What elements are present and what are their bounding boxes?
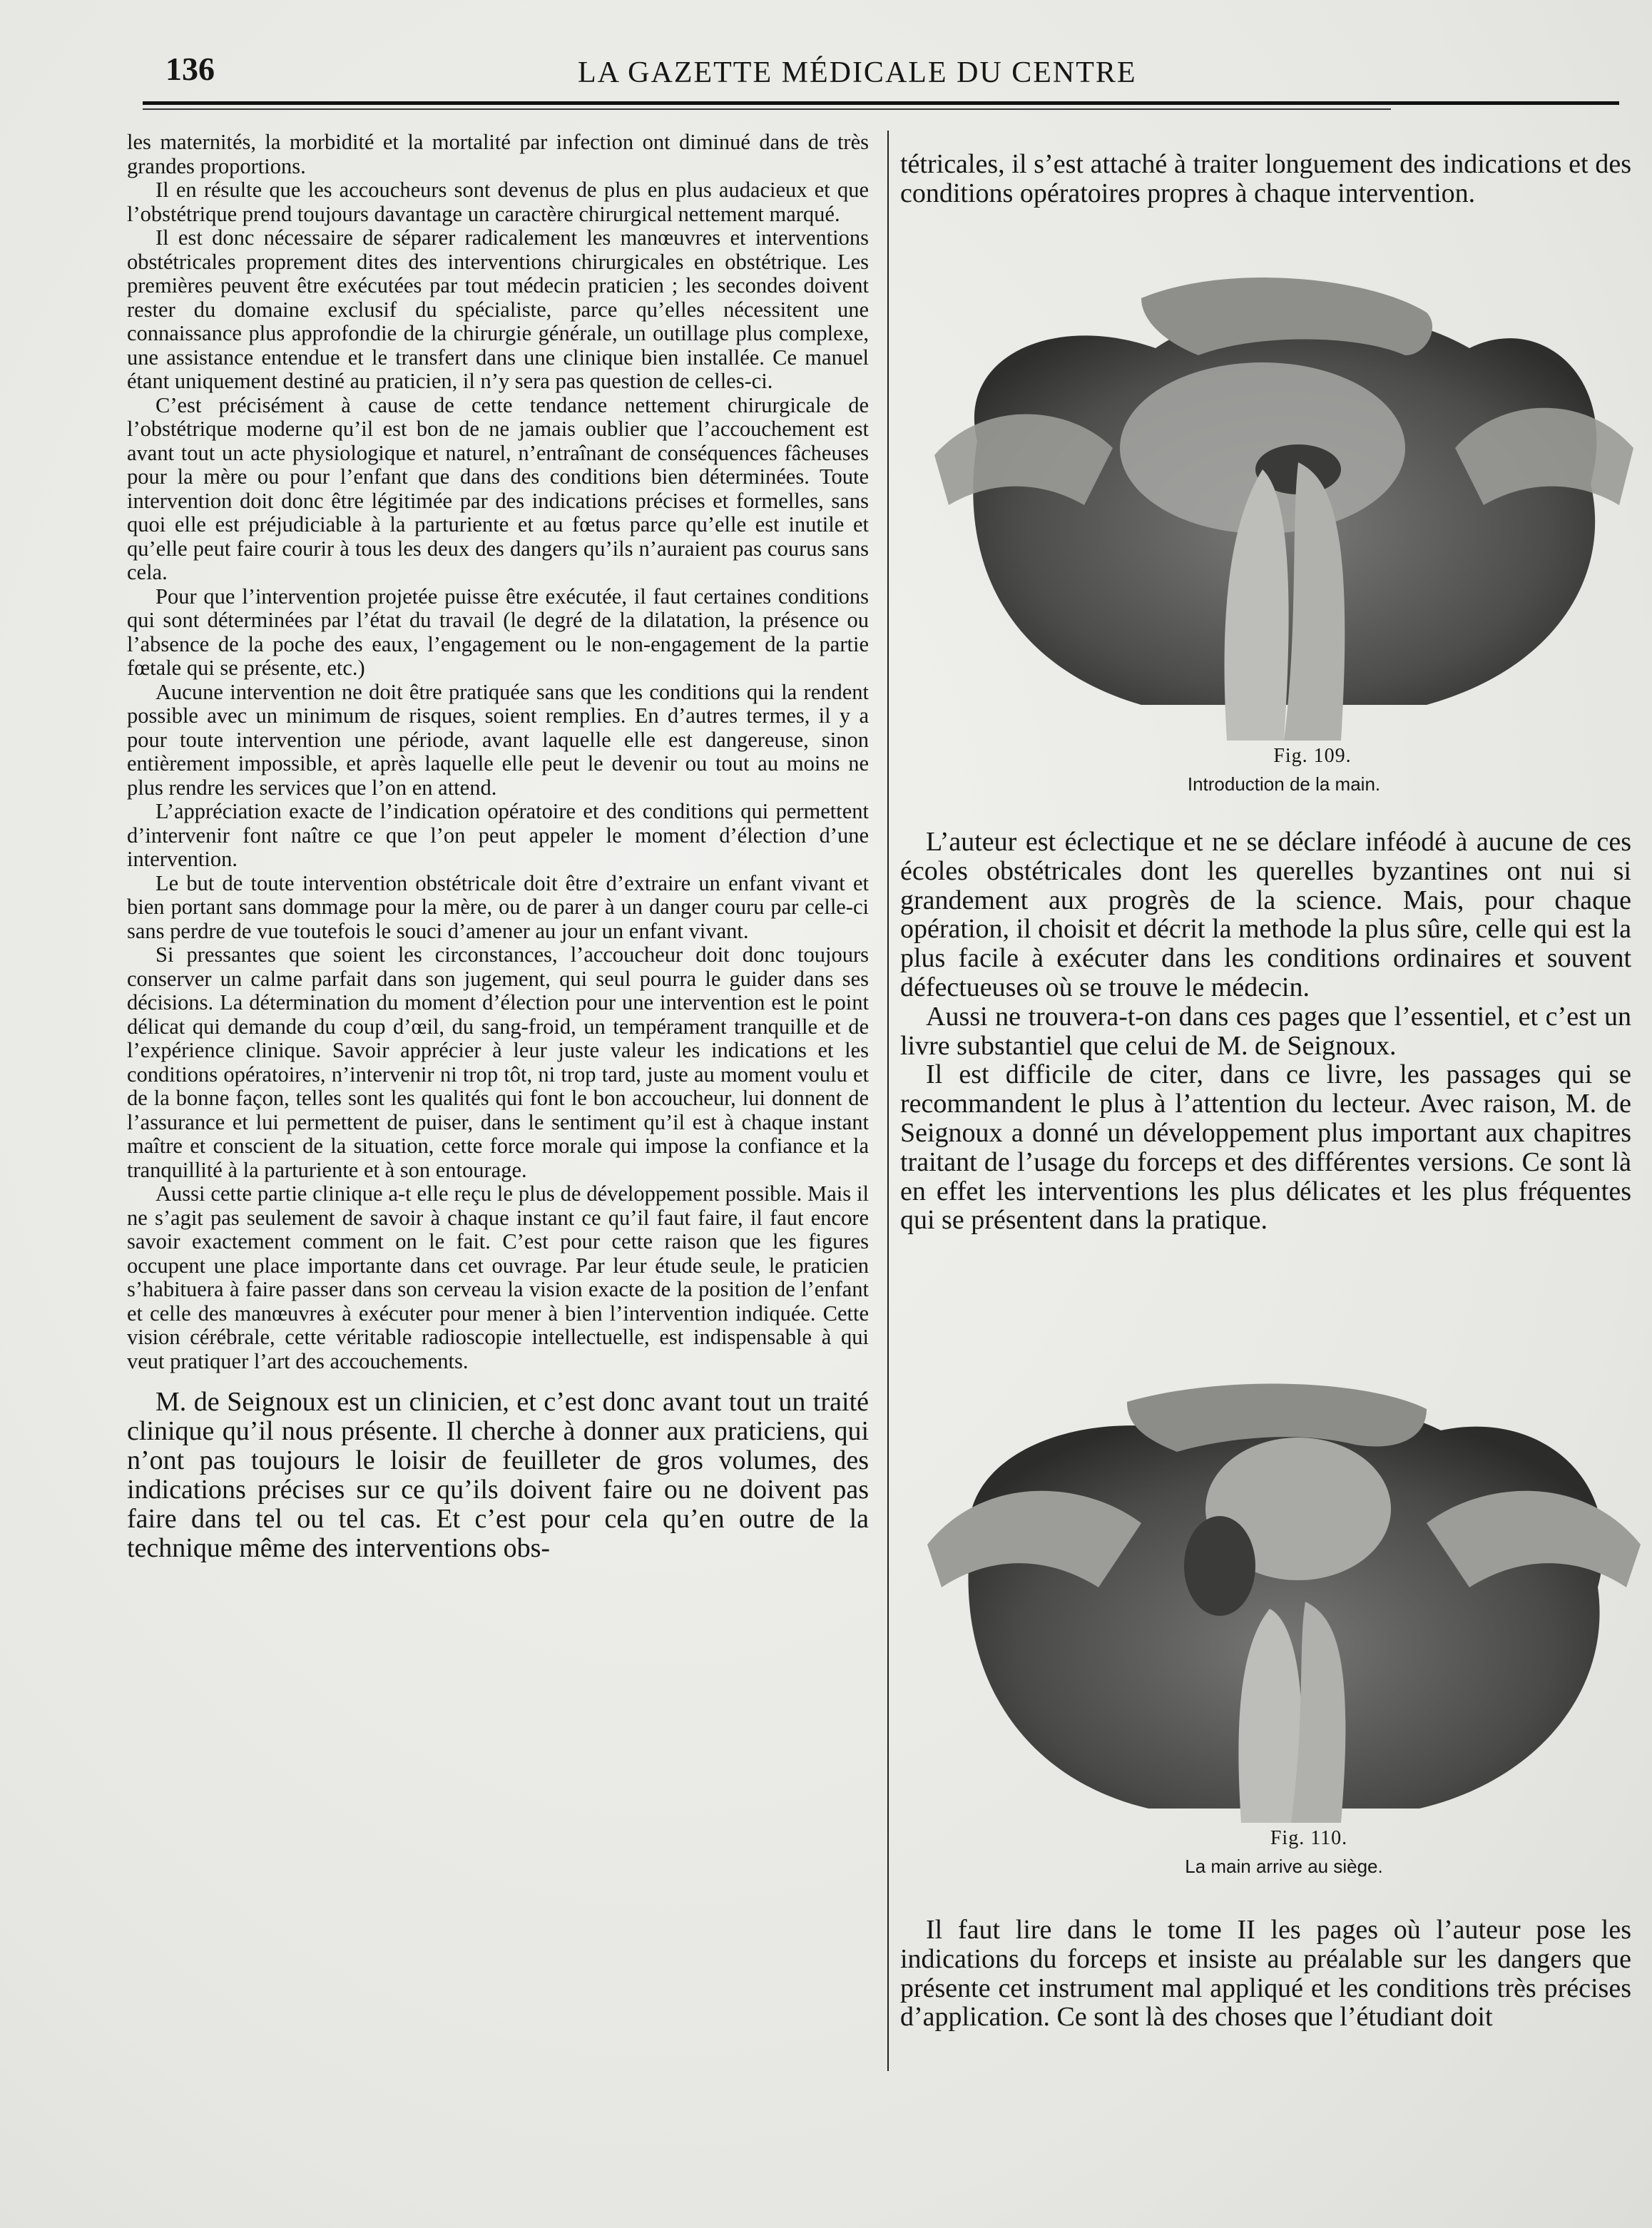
paragraph-large: M. de Seignoux est un clinicien, et c’est donc avant tout un traité clinique qu’il nous présente. Il cherche à donner aux praticiens, qui n’ont pas toujours le loisir de feuilleter de gros volumes, des indications précises sur ce qu’ils doivent faire ou ne doivent pas faire dans tel ou tel cas. Et c’est pour cela qu’en outre de la technique même des interventions obs- [127, 1387, 869, 1563]
header-rule [143, 101, 1619, 105]
figure-label: Fig. 109. [1273, 745, 1352, 767]
paragraph: Il faut lire dans le tome II les pages où l’auteur pose les indications du forceps et insiste au préalable sur les dangers que présente cet instrument mal appliqué et les conditions très précises d’application. Ce sont là des choses que l’étudiant doit [900, 1915, 1631, 2033]
paragraph: Pour que l’intervention projetée puisse être exécutée, il faut certaines conditions qui sont déterminées par l’état du travail (le degré de la dilatation, la présence ou l’absence de la poche des eaux, l’engagement ou le non-engagement de la partie fœtale qui se présente, etc.) [127, 584, 869, 680]
obstetric-illustration-109 [927, 270, 1641, 741]
paragraph: L’appréciation exacte de l’indication opératoire et des conditions qui permettent d’intervenir font naître ce que l’on peut appeler le moment d’élection d’une intervention. [127, 799, 869, 871]
left-column [127, 131, 869, 1563]
paragraph: les maternités, la morbidité et la mortalité par infection ont diminué dans de très grandes proportions. [127, 130, 869, 178]
paragraph: Le but de toute intervention obstétricale doit être d’extraire un enfant vivant et bien portant sans dommage pour la mère, ou de parer à un danger couru par celle-ci sans perdre de vue toutefois le souci d’amener au jour un enfant vivant. [127, 870, 869, 943]
figure-label: Fig. 110. [1270, 1827, 1348, 1849]
page-number: 136 [165, 51, 215, 87]
obstetric-illustration-110 [927, 1380, 1641, 1823]
figure-109 [927, 270, 1641, 795]
running-title: LA GAZETTE MÉDICALE DU CENTRE [578, 56, 1137, 89]
header-rule-thin [143, 108, 1391, 110]
figure-caption: Introduction de la main. [1187, 773, 1381, 795]
paragraph: tétricales, il s’est attaché à traiter longuement des indications et des conditions opératoires propres à chaque intervention. [900, 149, 1631, 208]
paragraph: Il en résulte que les accoucheurs sont devenus de plus en plus audacieux et que l’obstétrique prend toujours davantage un caractère chirurgical nettement marqué. [127, 178, 869, 226]
paragraph: Aussi ne trouvera-t-on dans ces pages que l’essentiel, et c’est un livre substantiel que celui de M. de Seignoux. [900, 1001, 1631, 1061]
paragraph: Aussi cette partie clinique a-t elle reçu le plus de développement possible. Mais il ne s’agit pas seulement de savoir à chaque instant ce qu’il faut faire, il faut encore savoir exactement comment on le fait. C’est pour cette raison que les figures occupent une place importante dans cet ouvrage. Par leur étude seule, le praticien s’habituera à faire passer dans son cerveau la vision exacte de la position de l’enfant et celle des manœuvres à exécuter pour mener à bien l’intervention indiquée. Cette vision cérébrale, cette véritable radioscopie intellectuelle, est indispensable à qui veut pratiquer l’art des accouchements. [127, 1181, 869, 1373]
right-column-middle [900, 828, 1631, 1235]
paragraph: L’auteur est éclectique et ne se déclare inféodé à aucune de ces écoles obstétricales dont les querelles byzantines ont nui si grandement aux progrès de la science. Mais, pour chaque opération, il choisit et décrit la methode la plus sûre, celle qui est la plus facile à exécuter dans les conditions ordinaires et souvent défectueuses où se trouve le médecin. [900, 827, 1631, 1002]
paragraph: Aucune intervention ne doit être pratiquée sans que les conditions qui la rendent possible avec un minimum de risques, soient remplies. En d’autres termes, il y a pour toute intervention une période, avant laquelle elle est dangereuse, sinon entièrement impossible, et après laquelle elle peut le devenir ou tout au moins ne plus rendre les services que l’on en attend. [127, 679, 869, 800]
figure-caption: La main arrive au siège. [1185, 1856, 1383, 1877]
figure-110 [927, 1380, 1641, 1878]
page-header [143, 50, 1619, 100]
right-column-bottom [900, 1916, 1631, 2032]
paragraph: C’est précisément à cause de cette tendance nettement chirurgicale de l’obstétrique moderne qu’il est bon de ne jamais oublier que l’accouchement est avant tout un acte physiologique et naturel, n’entraînant de conséquences fâcheuses pour la mère ou pour l’enfant que dans des conditions bien déterminées. Toute intervention doit donc être légitimée par des indications précises et formelles, sans quoi elle est préjudiciable à la parturiente et au fœtus parce qu’elle est inutile et qu’elle peut faire courir à tous les deux des dangers qu’ils n’auraient pas courus sans cela. [127, 392, 869, 584]
paragraph: Il est donc nécessaire de séparer radicalement les manœuvres et interventions obstétricales proprement dites des interventions chirurgicales en obstétrique. Les premières peuvent être exécutées par tout médecin praticien ; les secondes doivent rester du domaine exclusif du spécialiste, parce qu’elles nécessitent une connaissance plus approfondie de la chirurgie générale, un outillage plus complexe, une assistance entendue et le transfert dans une clinique bien installée. Ce manuel étant uniquement destiné au praticien, il n’y sera pas question de celles-ci. [127, 225, 869, 393]
paragraph: Il est difficile de citer, dans ce livre, les passages qui se recommandent le plus à l’attention du lecteur. Avec raison, M. de Seignoux a donné un développement plus important aux chapitres traitant de l’usage du forceps et des différentes versions. Ce sont là en effet les interventions les plus délicates et les plus fréquentes qui se présentent dans la pratique. [900, 1059, 1631, 1236]
paragraph: Si pressantes que soient les circonstances, l’accoucheur doit donc toujours conserver un calme parfait dans son jugement, qui seul pourra le guider dans ses décisions. La détermination du moment d’élection pour une intervention est le point délicat qui demande du coup d’œil, du sang-froid, un tempérament tranquille et de l’expérience clinique. Savoir apprécier à leur juste valeur les indications et les conditions opératoires, n’intervenir ni trop tôt, ni trop tard, juste au moment voulu et de la bonne façon, telles sont les qualités qui font le bon accoucheur, lui donnent de l’assurance et lui permettent de puiser, dans le sentiment qu’il est à chaque instant maître et conscient de la situation, cette force morale qui impose la confiance et la tranquillité à la parturiente et à son entourage. [127, 942, 869, 1182]
right-column-top [900, 150, 1631, 208]
column-divider [887, 131, 889, 2071]
